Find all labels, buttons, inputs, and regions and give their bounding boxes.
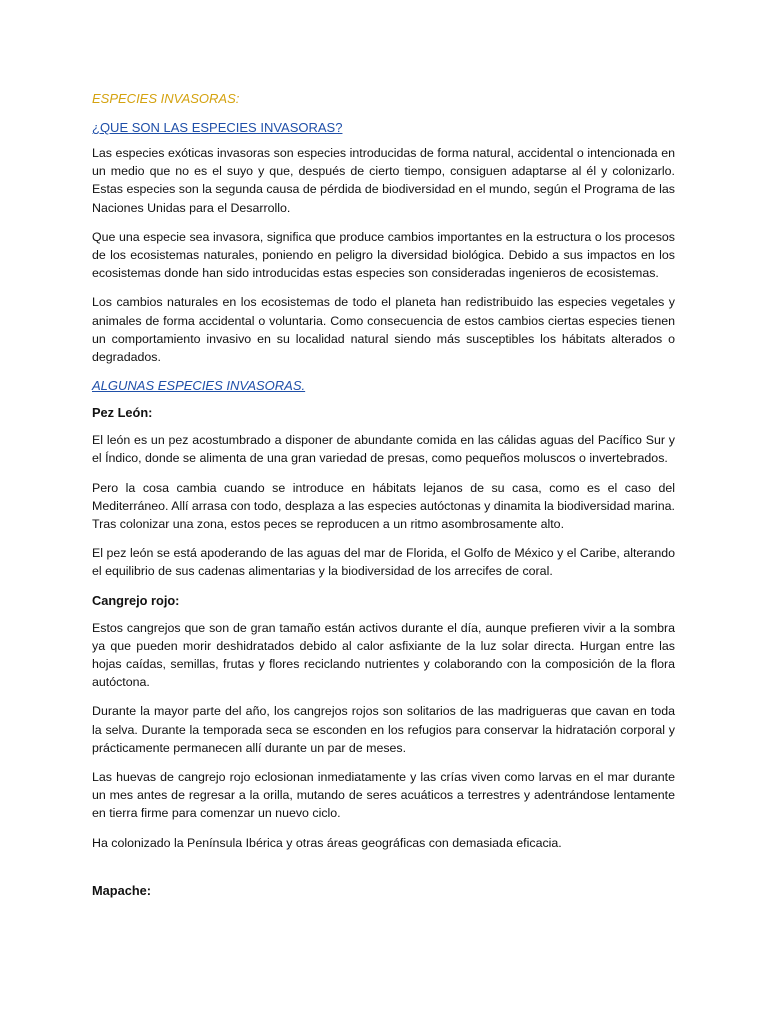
document-title: ESPECIES INVASORAS: [92, 91, 240, 106]
species-paragraph: Durante la mayor parte del año, los cangrejos rojos son solitarios de las madrigueras que cavan en toda la selva. Durante la temporada seca se esconden en los refugios para conservar la hidratación corporal y prácticamente permanecen allí durante un par de meses. [92, 704, 675, 755]
species-paragraph: Las huevas de cangrejo rojo eclosionan inmediatamente y las crías viven como larvas en el mar durante un mes antes de regresar a la orilla, mutando de seres acuáticos a terrestres y adentrándose lentamente en tierra firme para comenzar un nuevo ciclo. [92, 770, 675, 821]
intro-paragraph: Las especies exóticas invasoras son especies introducidas de forma natural, accidental o intencionada en un medio que no es el suyo y que, después de cierto tiempo, consiguen adaptarse al él y colonizarlo. Estas especies son la segunda causa de pérdida de biodiversidad en el mundo, según el Programa de las Naciones Unidas para el Desarrollo. [92, 146, 675, 215]
species-heading-mapache: Mapache: [92, 882, 152, 898]
section-title: ALGUNAS ESPECIES INVASORAS. [92, 378, 306, 394]
species-paragraph: Estos cangrejos que son de gran tamaño están activos durante el día, aunque prefieren vivir a la sombra ya que pueden morir deshidratados debido al calor asfixiante de la luz solar directa. Hurgan entre las hojas caídas, semillas, frutas y flores reciclando nutrientes y colaborando con la composición de la flora autóctona. [92, 620, 675, 690]
species-paragraph: Pero la cosa cambia cuando se introduce en hábitats lejanos de su casa, como es el caso del Mediterráneo. Allí arrasa con todo, desplaza a las especies autóctonas y dinamita la biodiversidad marina. Tras colonizar una zona, estos peces se reproducen a un ritmo asombrosamente alto. [92, 480, 675, 532]
species-paragraph: El pez león se está apoderando de las aguas del mar de Florida, el Golfo de México y el Caribe, alterando el equilibrio de sus cadenas alimentarias y la biodiversidad de los arrecifes de coral. [92, 546, 675, 579]
species-paragraph: El león es un pez acostumbrado a disponer de abundante comida en las cálidas aguas del Pacífico Sur y el Índico, donde se alimenta de una gran variedad de presas, como pequeños moluscos o invertebrados. [92, 433, 675, 466]
species-paragraph: Ha colonizado la Península Ibérica y otras áreas geográficas con demasiada eficacia. [92, 835, 562, 850]
intro-paragraph: Los cambios naturales en los ecosistemas de todo el planeta han redistribuido las especies vegetales y animales de forma accidental o voluntaria. Como consecuencia de estos cambios ciertas especies tienen un comportamiento invasivo en su localidad natural siendo más susceptibles los hábitats alterados o degradados. [92, 295, 675, 365]
intro-paragraph: Que una especie sea invasora, significa que produce cambios importantes en la estructura o los procesos de los ecosistemas naturales, poniendo en peligro la diversidad biológica. Debido a sus impactos en los ecosistemas donde han sido introducidas estas especies son consideradas ingenieros de ecosistemas. [92, 229, 675, 281]
document-page [92, 90, 675, 909]
document-subtitle: ¿QUE SON LAS ESPECIES INVASORAS? [92, 120, 343, 135]
species-heading-cangrejo-rojo: Cangrejo rojo: [92, 592, 180, 608]
species-heading-pez-leon: Pez León: [92, 405, 153, 421]
